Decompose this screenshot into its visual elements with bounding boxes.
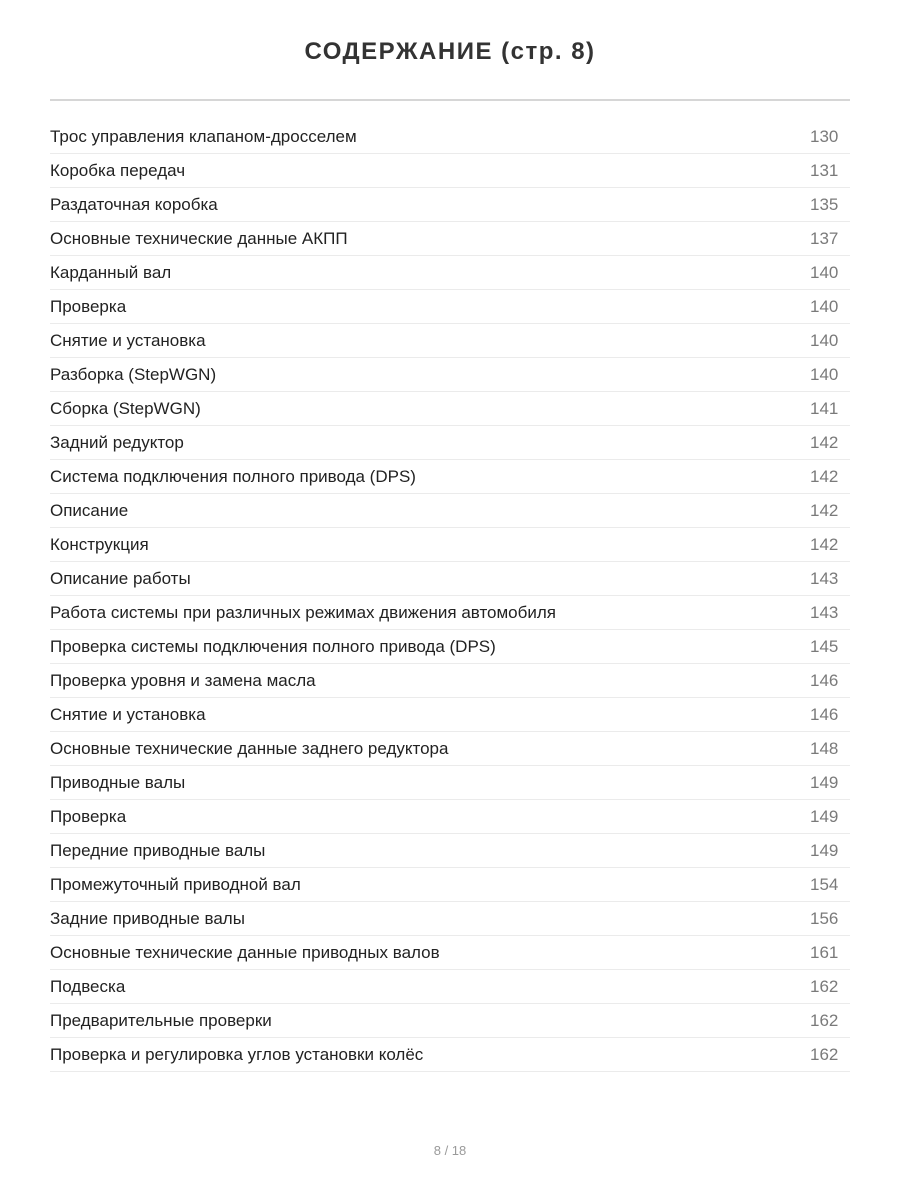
toc-list xyxy=(50,120,850,1072)
toc-entry[interactable] xyxy=(50,256,850,290)
toc-entry[interactable] xyxy=(50,732,850,766)
toc-entry-page-number: 149 xyxy=(810,806,839,826)
toc-entry[interactable] xyxy=(50,1038,850,1072)
toc-entry[interactable] xyxy=(50,664,850,698)
toc-entry-title: Конструкция xyxy=(50,534,149,554)
toc-entry-page-number: 130 xyxy=(810,126,839,146)
toc-entry-page-number: 161 xyxy=(810,942,839,962)
toc-entry-title: Проверка xyxy=(50,296,127,316)
toc-entry-title: Раздаточная коробка xyxy=(50,194,218,214)
toc-entry-title: Работа системы при различных режимах движения автомобиля xyxy=(50,602,556,622)
toc-entry-title: Снятие и установка xyxy=(50,330,206,350)
toc-entry-page-number: 142 xyxy=(810,500,839,520)
toc-entry[interactable] xyxy=(50,698,850,732)
toc-entry[interactable] xyxy=(50,154,850,188)
toc-entry-page-number: 143 xyxy=(810,568,839,588)
toc-entry-title: Снятие и установка xyxy=(50,704,206,724)
toc-entry-page-number: 141 xyxy=(810,398,839,418)
toc-entry-title: Основные технические данные заднего редуктора xyxy=(50,738,449,758)
toc-entry-title: Коробка передач xyxy=(50,160,186,180)
toc-entry-title: Проверка xyxy=(50,806,127,826)
toc-entry-title: Подвеска xyxy=(50,976,126,996)
toc-entry-page-number: 142 xyxy=(810,534,839,554)
toc-entry[interactable] xyxy=(50,868,850,902)
toc-entry[interactable] xyxy=(50,630,850,664)
toc-entry-page-number: 140 xyxy=(810,262,839,282)
toc-entry-page-number: 154 xyxy=(810,874,839,894)
page-title: СОДЕРЖАНИЕ (стр. 8) xyxy=(304,38,596,65)
toc-entry-page-number: 140 xyxy=(810,330,839,350)
toc-entry[interactable] xyxy=(50,324,850,358)
toc-entry[interactable] xyxy=(50,460,850,494)
toc-entry-page-number: 142 xyxy=(810,432,839,452)
toc-entry-page-number: 142 xyxy=(810,466,839,486)
toc-entry-page-number: 137 xyxy=(810,228,839,248)
toc-entry-page-number: 140 xyxy=(810,364,839,384)
toc-entry-title: Проверка и регулировка углов установки колёс xyxy=(50,1044,424,1064)
toc-entry[interactable] xyxy=(50,596,850,630)
toc-entry[interactable] xyxy=(50,902,850,936)
toc-entry-page-number: 162 xyxy=(810,1044,839,1064)
toc-entry[interactable] xyxy=(50,426,850,460)
toc-entry[interactable] xyxy=(50,120,850,154)
toc-entry-title: Основные технические данные АКПП xyxy=(50,228,348,248)
toc-entry-title: Сборка (StepWGN) xyxy=(50,398,201,418)
toc-entry[interactable] xyxy=(50,936,850,970)
toc-entry[interactable] xyxy=(50,1004,850,1038)
toc-entry-page-number: 146 xyxy=(810,670,839,690)
toc-entry-page-number: 149 xyxy=(810,840,839,860)
toc-entry[interactable] xyxy=(50,494,850,528)
toc-entry-title: Разборка (StepWGN) xyxy=(50,364,217,384)
toc-entry-page-number: 146 xyxy=(810,704,839,724)
toc-entry-page-number: 156 xyxy=(810,908,839,928)
toc-entry-title: Задние приводные валы xyxy=(50,908,245,928)
toc-entry-title: Промежуточный приводной вал xyxy=(50,874,301,894)
toc-entry-page-number: 148 xyxy=(810,738,839,758)
toc-entry[interactable] xyxy=(50,290,850,324)
toc-entry-page-number: 131 xyxy=(810,160,839,180)
toc-entry-title: Карданный вал xyxy=(50,262,172,282)
toc-entry-title: Основные технические данные приводных валов xyxy=(50,942,440,962)
toc-entry-title: Проверка системы подключения полного привода (DPS) xyxy=(50,636,496,656)
toc-entry-title: Приводные валы xyxy=(50,772,186,792)
toc-entry-title: Задний редуктор xyxy=(50,432,184,452)
toc-entry[interactable] xyxy=(50,970,850,1004)
toc-entry-title: Описание xyxy=(50,500,129,520)
toc-entry-title: Проверка уровня и замена масла xyxy=(50,670,316,690)
toc-entry-page-number: 162 xyxy=(810,1010,839,1030)
toc-entry-page-number: 149 xyxy=(810,772,839,792)
toc-entry-page-number: 135 xyxy=(810,194,839,214)
toc-entry[interactable] xyxy=(50,834,850,868)
toc-entry-page-number: 162 xyxy=(810,976,839,996)
toc-entry-page-number: 145 xyxy=(810,636,839,656)
toc-entry[interactable] xyxy=(50,358,850,392)
title-divider xyxy=(50,99,850,101)
toc-entry[interactable] xyxy=(50,800,850,834)
toc-entry[interactable] xyxy=(50,222,850,256)
toc-entry[interactable] xyxy=(50,766,850,800)
toc-entry[interactable] xyxy=(50,392,850,426)
toc-entry[interactable] xyxy=(50,562,850,596)
toc-entry[interactable] xyxy=(50,188,850,222)
toc-entry-title: Система подключения полного привода (DPS) xyxy=(50,466,416,486)
page-indicator: 8 / 18 xyxy=(433,1143,467,1158)
toc-entry-title: Описание работы xyxy=(50,568,191,588)
toc-entry-title: Предварительные проверки xyxy=(50,1010,272,1030)
toc-entry[interactable] xyxy=(50,528,850,562)
toc-entry-title: Трос управления клапаном-дросселем xyxy=(50,126,357,146)
toc-entry-page-number: 143 xyxy=(810,602,839,622)
toc-entry-page-number: 140 xyxy=(810,296,839,316)
toc-entry-title: Передние приводные валы xyxy=(50,840,266,860)
